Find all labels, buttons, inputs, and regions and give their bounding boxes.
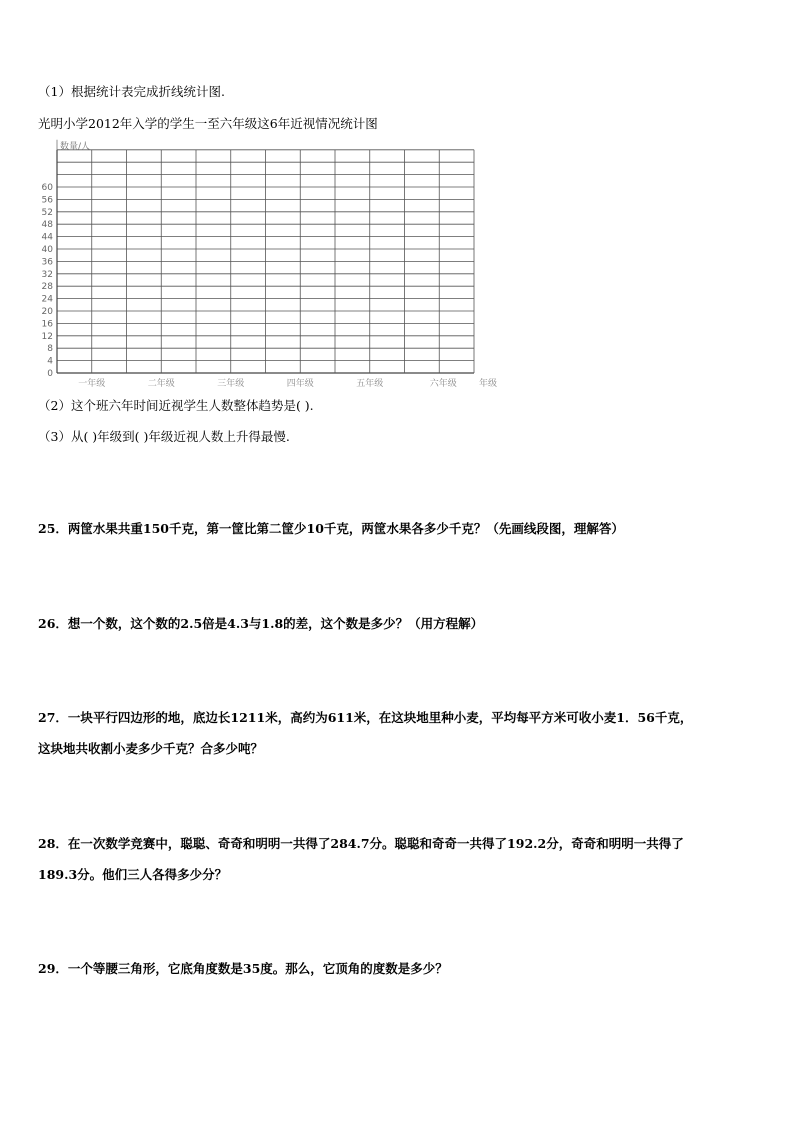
q24-part1: （1）根据统计表完成折线统计图. <box>38 84 225 99</box>
question-text: 在一次数学竞赛中，聪聪、奇奇和明明一共得了284.7分。聪聪和奇奇一共得了192.2分，奇奇和明明一共得了 <box>67 836 684 851</box>
x-category-label: 四年级 <box>286 379 314 389</box>
question-number: 26． <box>38 616 68 631</box>
question-text: 一块平行四边形的地，底边长1211米，高约为611米，在这块地里种小麦，平均每平方米可收小麦1．56千克， <box>67 710 693 725</box>
x-category-label: 五年级 <box>356 379 384 389</box>
y-tick-label: 16 <box>41 319 53 330</box>
y-tick-label: 12 <box>41 331 53 342</box>
question-27 <box>38 708 692 726</box>
question-29 <box>38 959 448 977</box>
question-number: 28． <box>38 836 68 851</box>
y-tick-label: 0 <box>47 369 53 379</box>
y-tick-label: 48 <box>41 220 53 231</box>
question-28-continued: 189.3分。他们三人各得多少分？ <box>38 867 228 882</box>
x-axis-label: 年级 <box>479 379 498 389</box>
question-27-continued: 这块地共收割小麦多少千克？合多少吨？ <box>38 741 264 756</box>
question-number: 27． <box>38 710 68 725</box>
question-26 <box>38 614 483 632</box>
y-tick-label: 60 <box>41 183 53 193</box>
y-tick-label: 8 <box>47 344 53 355</box>
y-tick-label: 28 <box>41 282 53 293</box>
y-tick-label: 52 <box>41 207 53 218</box>
y-tick-label: 36 <box>41 257 53 268</box>
question-text: 想一个数，这个数的2.5倍是4.3与1.8的差，这个数是多少？（用方程解） <box>67 616 484 631</box>
y-tick-label: 56 <box>41 195 53 206</box>
question-text: 一个等腰三角形，它底角度数是35度。那么，它顶角的度数是多少？ <box>67 961 448 976</box>
x-category-label: 三年级 <box>217 379 245 389</box>
line-chart <box>36 138 506 390</box>
q24-part3: （3）从( )年级到( )年级近视人数上升得最慢. <box>38 429 290 444</box>
chart-title: 光明小学2012年入学的学生一至六年级这6年近视情况统计图 <box>38 116 378 131</box>
y-tick-label: 32 <box>41 269 53 280</box>
y-tick-label: 4 <box>47 356 53 367</box>
x-category-label: 一年级 <box>78 379 106 389</box>
y-tick-label: 20 <box>41 307 53 317</box>
y-tick-label: 44 <box>41 232 53 243</box>
x-category-label: 六年级 <box>429 379 457 389</box>
question-number: 25． <box>38 521 68 536</box>
y-tick-label: 24 <box>41 294 53 305</box>
x-category-label: 二年级 <box>147 379 175 389</box>
y-tick-label: 40 <box>41 245 53 255</box>
question-text: 两筐水果共重150千克，第一筐比第二筐少10千克，两筐水果各多少千克？（先画线段图，理解答） <box>67 521 624 536</box>
question-number: 29． <box>38 961 68 976</box>
question-25 <box>38 519 624 537</box>
y-axis-label: 数量/人 <box>60 141 91 152</box>
q24-part2: （2）这个班六年时间近视学生人数整体趋势是( ). <box>38 398 314 413</box>
question-28 <box>38 834 684 852</box>
